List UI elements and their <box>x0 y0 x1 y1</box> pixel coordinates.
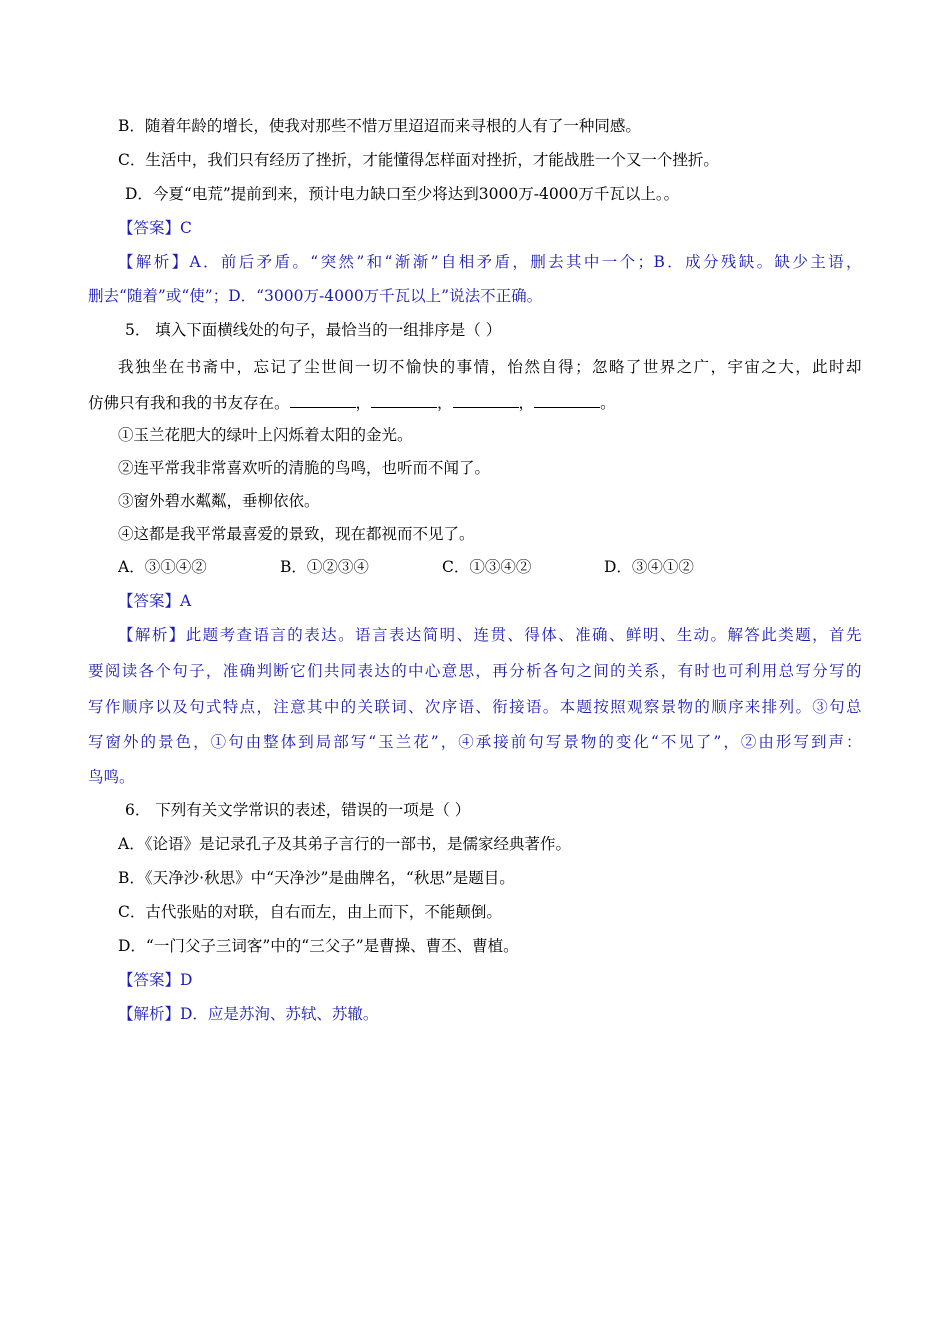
q5-passage-end: 。 <box>600 394 616 412</box>
q5-blank-4 <box>534 393 600 408</box>
q5-analysis-text-3: 写作顺序以及句式特点，注意其中的关联词、次序语、衔接语。本题按照观察景物的顺序来排列。③句总 <box>88 698 862 716</box>
q5-item-4: ④这都是我平常最喜爱的景致，现在都视而不见了。 <box>118 525 475 543</box>
q6-option-a: A．《论语》是记录孔子及其弟子言行的一部书，是儒家经典著作。 <box>118 835 571 853</box>
q4-analysis-line-1 <box>0 251 950 273</box>
q4-analysis-text-1: 【解析】A．前后矛盾。“突然”和“渐渐”自相矛盾，删去其中一个；B．成分残缺。缺少主语， <box>118 253 862 271</box>
q5-analysis-line-1 <box>0 624 950 646</box>
q5-passage-line-1 <box>0 356 950 378</box>
q5-options-row <box>0 556 950 578</box>
q5-blank-1 <box>290 393 356 408</box>
q5-stem: 5． 填入下面横线处的句子，最恰当的一组排序是（ ） <box>125 321 502 339</box>
q5-option-b: B．①②③④ <box>280 558 369 576</box>
q5-sep-3: ， <box>518 394 535 412</box>
q6-stem: 6． 下列有关文学常识的表述，错误的一项是（ ） <box>125 801 471 819</box>
q6-analysis: 【解析】D．应是苏洵、苏轼、苏辙。 <box>118 1005 379 1023</box>
q6-option-d: D．“一门父子三词客”中的“三父子”是曹操、曹丕、曹植。 <box>118 937 519 955</box>
q5-analysis-text-4: 写窗外的景色，①句由整体到局部写“玉兰花”，④承接前句写景物的变化“不见了”，②由形写到声： <box>88 733 862 751</box>
q5-blank-3 <box>453 393 519 408</box>
q6-option-b: B．《天净沙·秋思》中“天净沙”是曲牌名，“秋思”是题目。 <box>118 869 515 887</box>
q5-analysis-text-1: 【解析】此题考查语言的表达。语言表达简明、连贯、得体、准确、鲜明、生动。解答此类题，首先 <box>118 626 862 644</box>
q5-answer: 【答案】A <box>118 592 192 610</box>
q5-analysis-line-4 <box>0 731 950 753</box>
q4-option-d: D．今夏“电荒”提前到来，预计电力缺口至少将达到3000万-4000万千瓦以上。。 <box>125 185 680 203</box>
q5-analysis-line-2 <box>0 660 950 682</box>
q5-option-c: C．①③④② <box>442 558 532 576</box>
q5-passage-text-1: 我独坐在书斋中，忘记了尘世间一切不愉快的事情，怡然自得；忽略了世界之广，宇宙之大，此时却 <box>118 358 862 376</box>
q5-option-a: A．③①④② <box>118 558 207 576</box>
q5-item-1: ①玉兰花肥大的绿叶上闪烁着太阳的金光。 <box>118 426 413 444</box>
q5-item-2: ②连平常我非常喜欢听的清脆的鸟鸣，也听而不闻了。 <box>118 459 491 477</box>
q4-option-c: C．生活中，我们只有经历了挫折，才能懂得怎样面对挫折，才能战胜一个又一个挫折。 <box>118 151 719 169</box>
q5-analysis-line-5: 鸟鸣。 <box>88 768 135 786</box>
q5-analysis-line-3 <box>0 696 950 718</box>
q4-analysis-line-2: 删去“随着”或“使”；D．“3000万-4000万千瓦以上”说法不正确。 <box>88 287 543 305</box>
q5-sep-1: ， <box>355 394 372 412</box>
q5-blank-2 <box>371 393 437 408</box>
q5-passage-line-2 <box>0 392 950 414</box>
q6-option-c: C．古代张贴的对联，自右而左，由上而下，不能颠倒。 <box>118 903 502 921</box>
q5-analysis-text-2: 要阅读各个句子，准确判断它们共同表达的中心意思，再分析各句之间的关系，有时也可利用总写分写的 <box>88 662 862 680</box>
q5-passage-text-2: 仿佛只有我和我的书友存在。 <box>88 394 290 412</box>
q6-answer: 【答案】D <box>118 971 193 989</box>
q4-option-b: B．随着年龄的增长，使我对那些不惜万里迢迢而来寻根的人有了一种同感。 <box>118 117 641 135</box>
q5-sep-2: ， <box>437 394 453 412</box>
q5-option-d: D．③④①② <box>604 558 694 576</box>
q4-answer: 【答案】C <box>118 219 192 237</box>
q5-item-3: ③窗外碧水粼粼，垂柳依依。 <box>118 492 320 510</box>
